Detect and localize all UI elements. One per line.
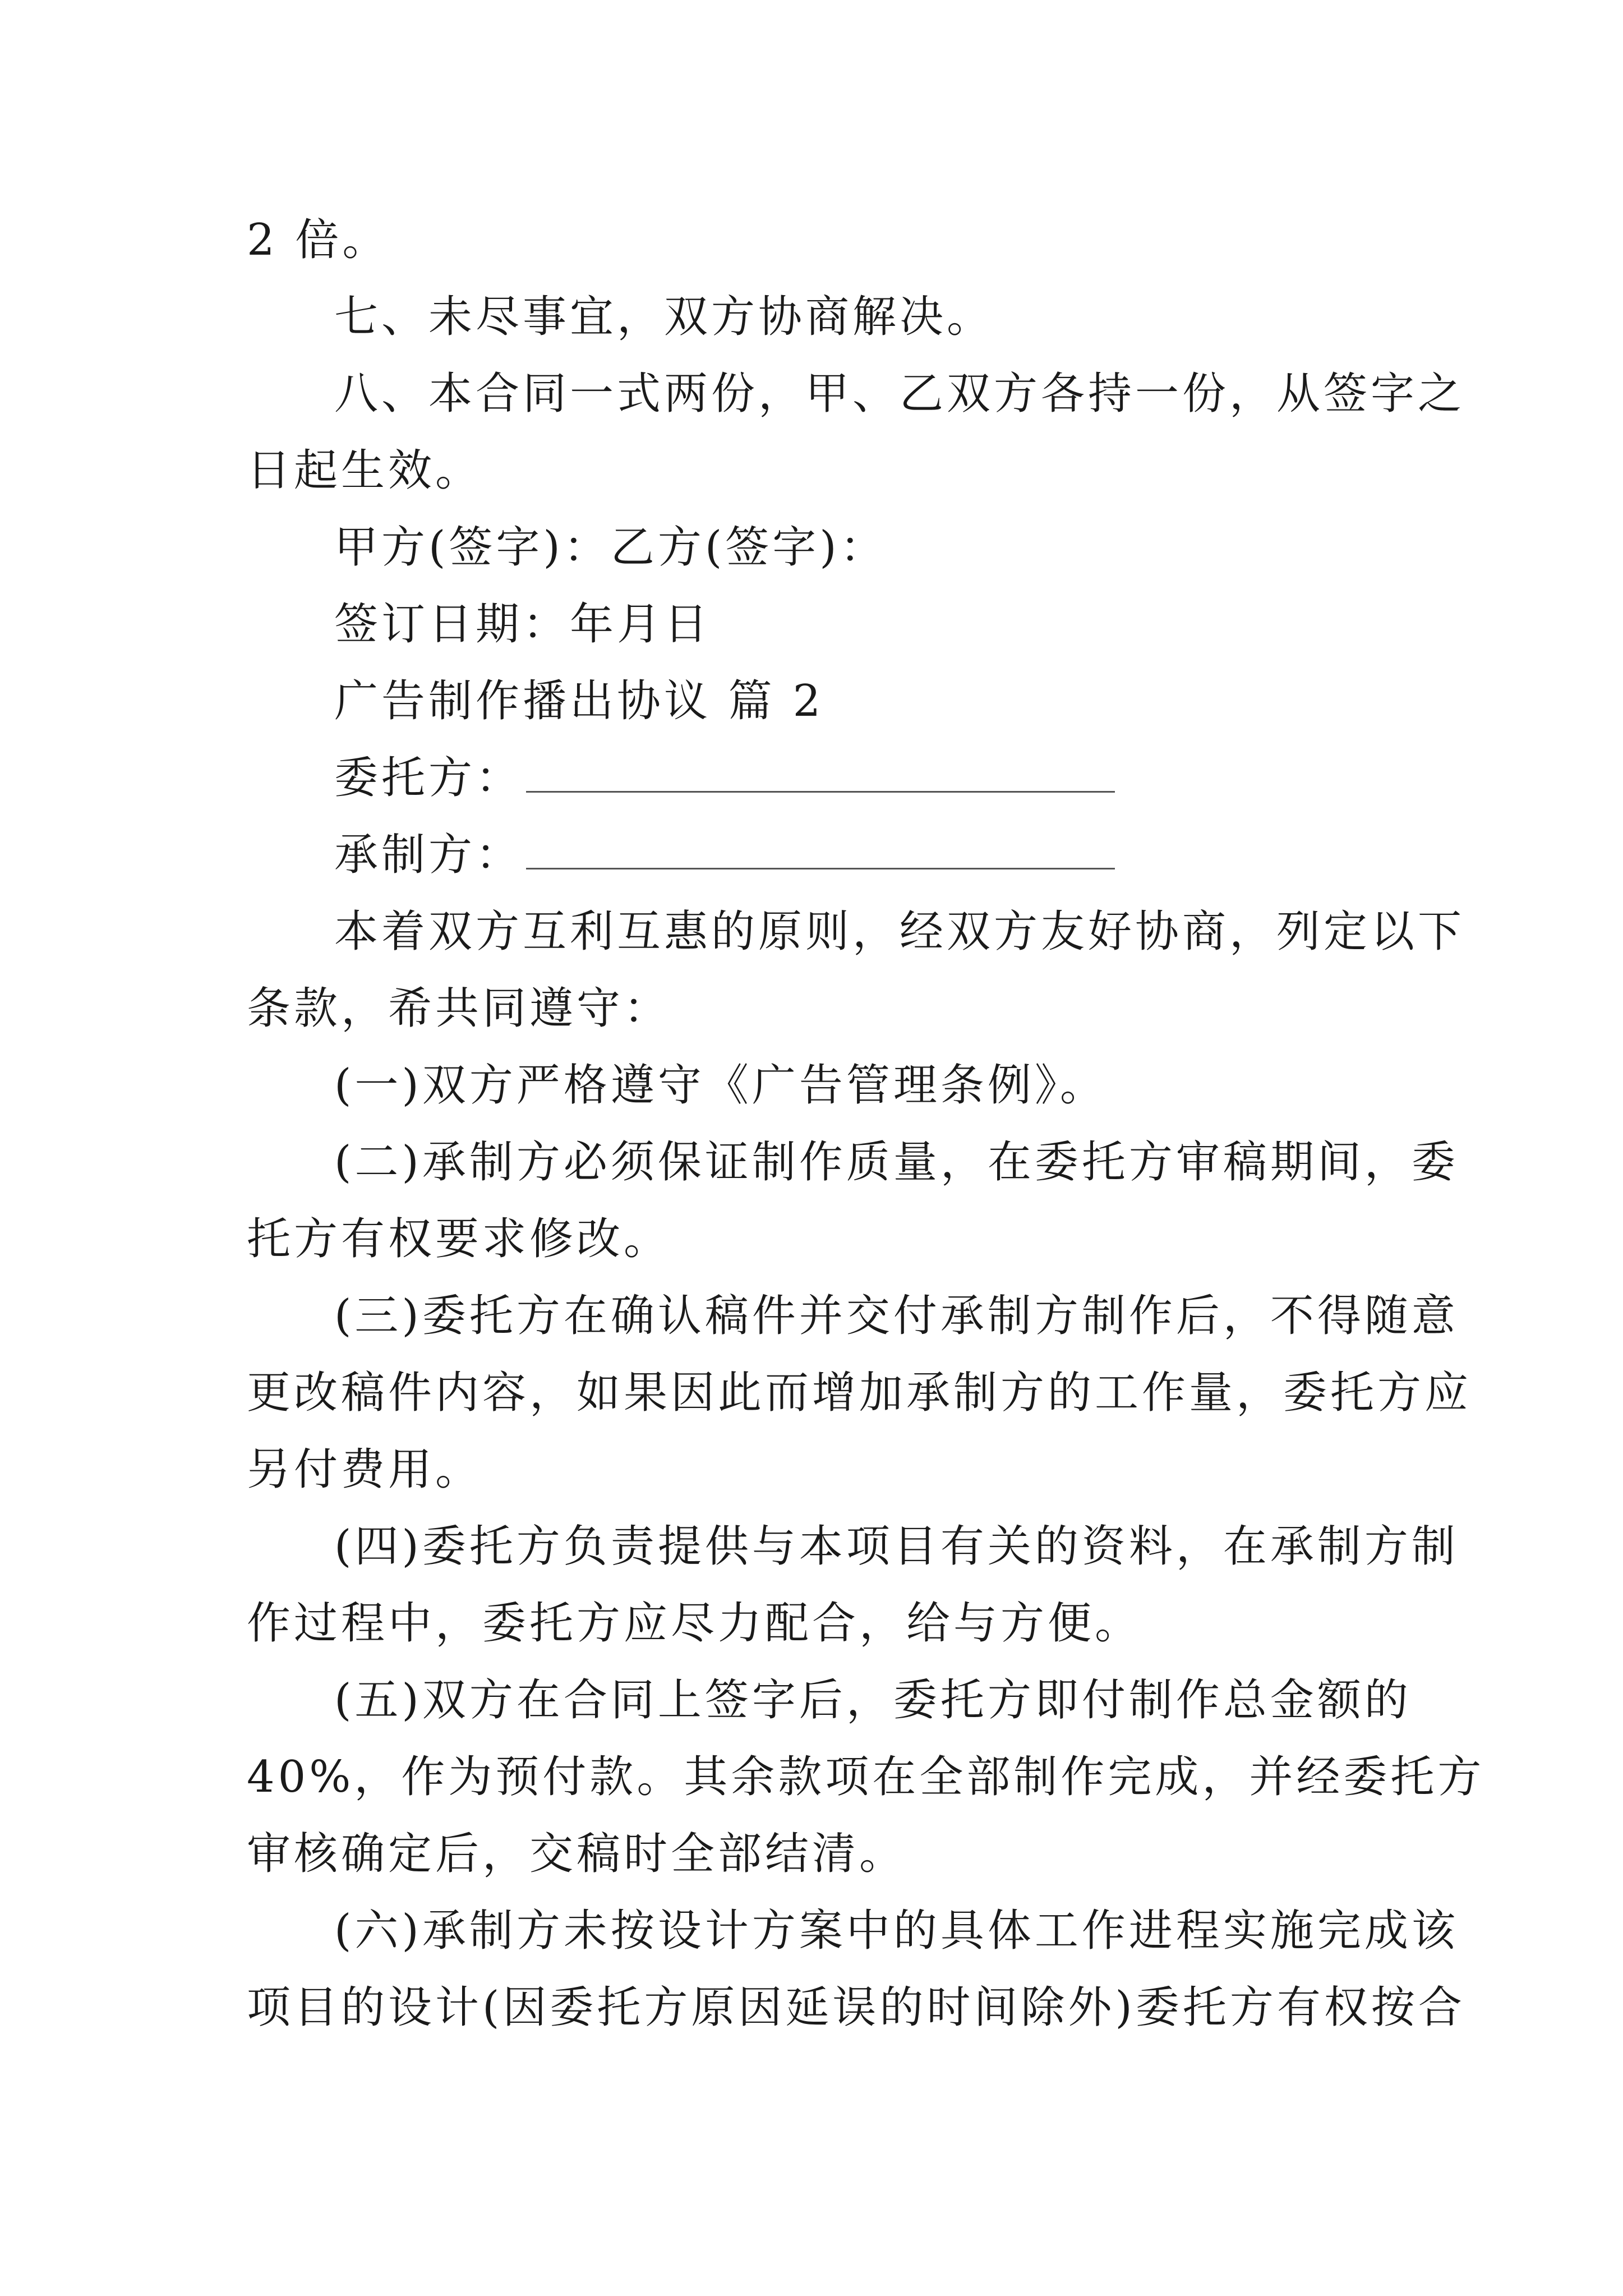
- text-line: 日起生效。: [247, 445, 483, 496]
- text-line: 八、本合同一式两份，甲、乙双方各持一份，从签字之: [334, 369, 1465, 419]
- clause-line: (四)委托方负责提供与本项目有关的资料，在承制方制: [334, 1521, 1459, 1572]
- clause-line: 作过程中，委托方应尽力配合，给与方便。: [247, 1598, 1142, 1649]
- date-line: 签订日期：年月日: [334, 599, 712, 650]
- clause-line: (六)承制方未按设计方案中的具体工作进程实施完成该: [334, 1906, 1459, 1956]
- clause-line: (一)双方严格遵守《广告管理条例》。: [334, 1060, 1107, 1111]
- signature-line: 甲方(签字)：乙方(签字)：: [334, 522, 887, 573]
- client-blank: [526, 752, 1115, 793]
- clause-line: (二)承制方必须保证制作质量，在委托方审稿期间，委: [334, 1137, 1459, 1188]
- clause-line: 另付费用。: [247, 1444, 483, 1495]
- text-line: 本着双方互利互惠的原则，经双方友好协商，列定以下: [334, 907, 1465, 957]
- clause-line: (五)双方在合同上签字后，委托方即付制作总金额的: [334, 1675, 1412, 1726]
- section-title: 广告制作播出协议 篇 2: [334, 676, 824, 726]
- document-body: [247, 202, 1485, 2046]
- clause-line: 项目的设计(因委托方原因延误的时间除外)委托方有权按合: [247, 1982, 1465, 2033]
- clause-line: (三)委托方在确认稿件并交付承制方制作后，不得随意: [334, 1291, 1459, 1341]
- producer-blank: [526, 829, 1115, 869]
- client-field: [247, 740, 1391, 817]
- producer-label: 承制方：: [334, 830, 523, 880]
- clause-line: 40%，作为预付款。其余款项在全部制作完成，并经委托方: [247, 1752, 1485, 1802]
- text-line: 条款，希共同遵守：: [247, 983, 671, 1034]
- clause-line: 更改稿件内容，如果因此而增加承制方的工作量，委托方应: [247, 1368, 1472, 1418]
- clause-line: 审核确定后，交稿时全部结清。: [247, 1829, 907, 1879]
- producer-field: [247, 817, 1391, 894]
- text-line: 2 倍。: [247, 215, 390, 265]
- clause-line: 托方有权要求修改。: [247, 1214, 671, 1264]
- client-label: 委托方：: [334, 753, 523, 803]
- text-line: 七、未尽事宜，双方协商解决。: [334, 292, 994, 342]
